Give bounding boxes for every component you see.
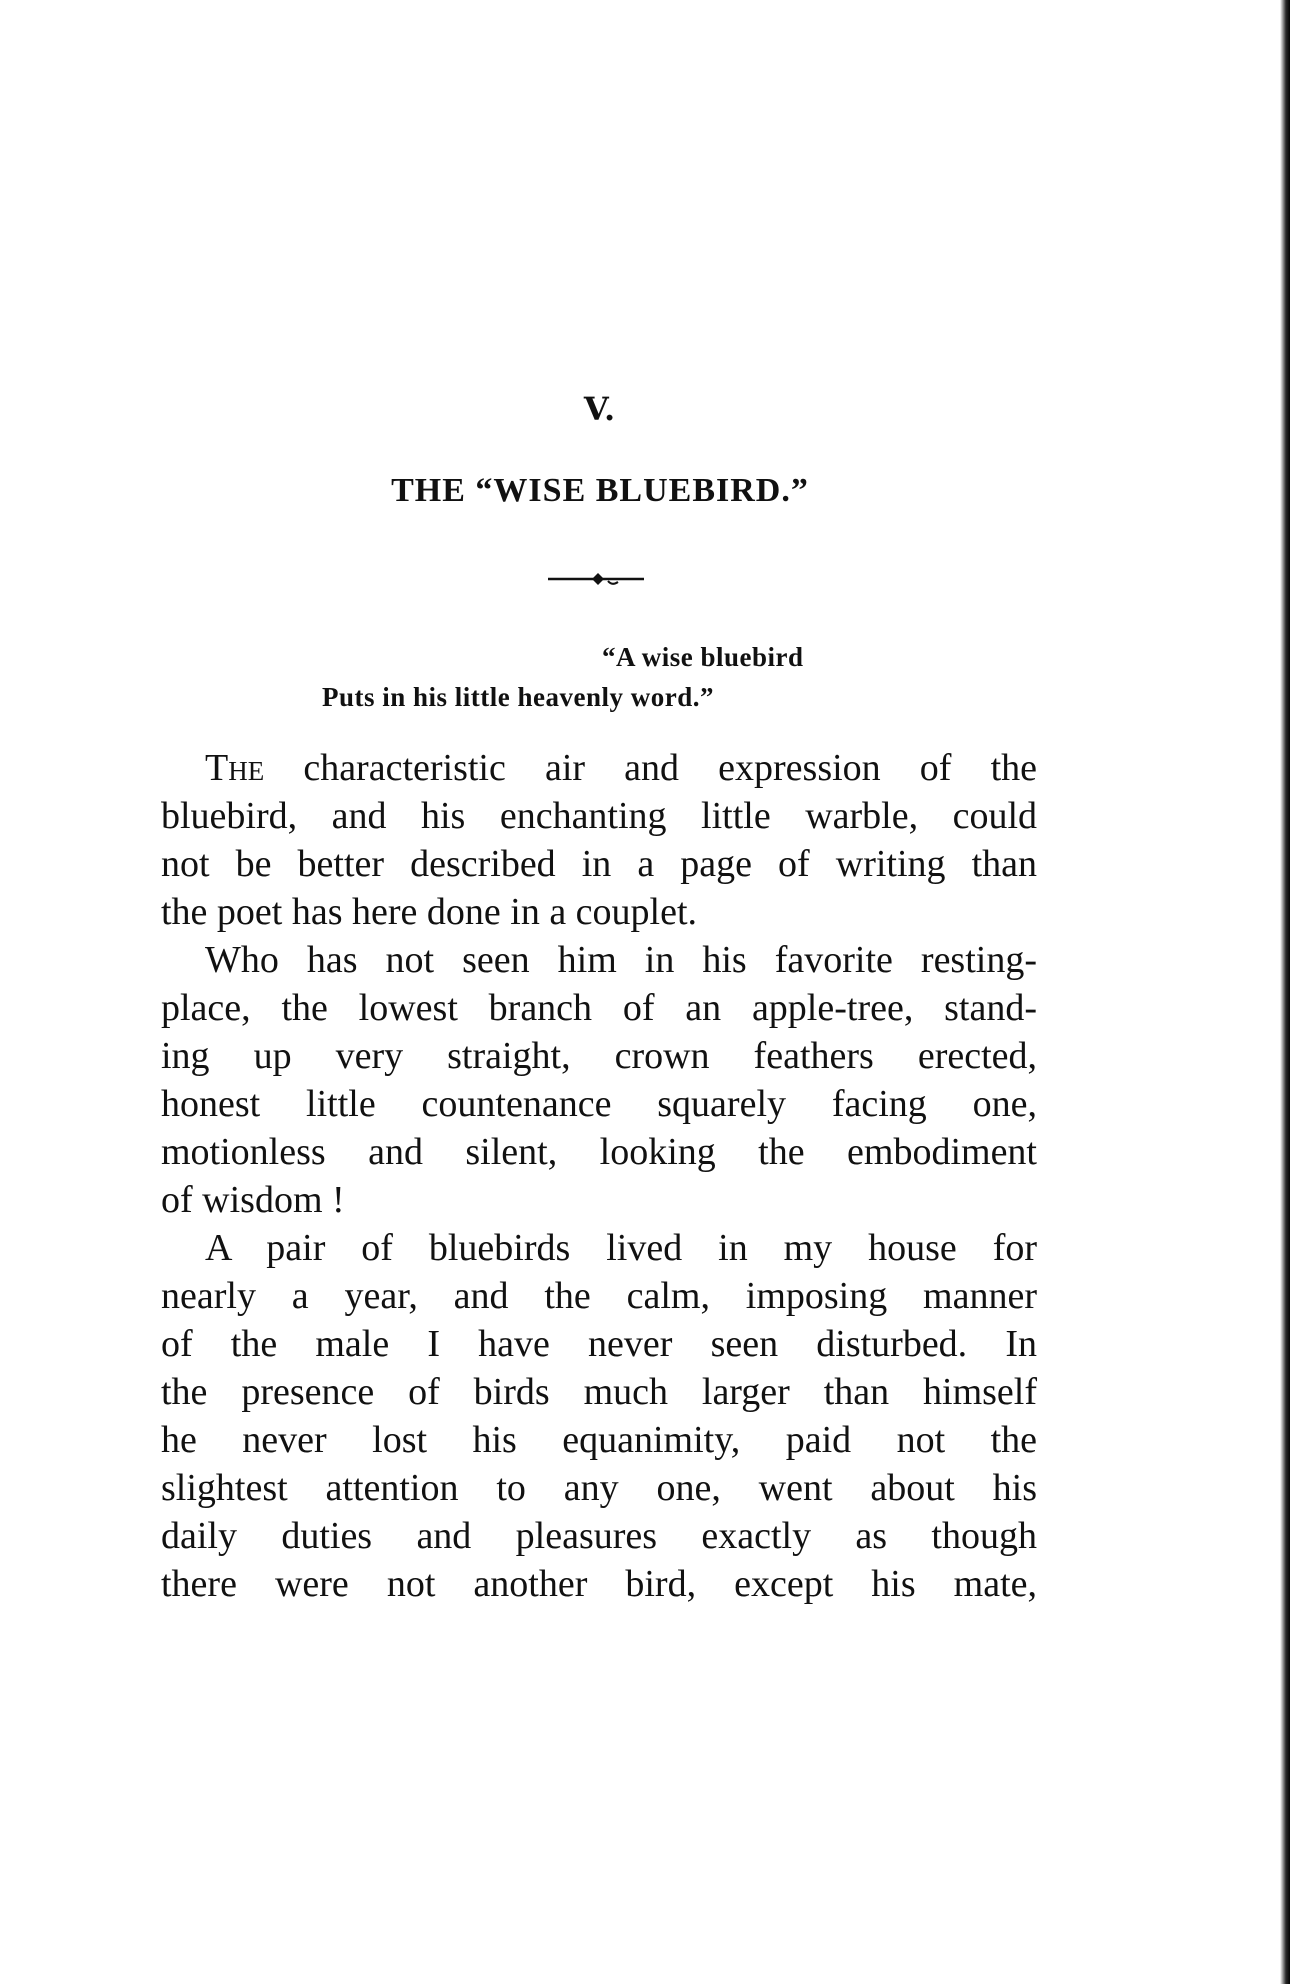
paragraph-2-line-1: Who has not seen him in his favorite resting- bbox=[205, 939, 1037, 981]
paragraph-3-line-2: nearly a year, and the calm, imposing manner bbox=[161, 1275, 1037, 1317]
paragraph-3-line-6: slightest attention to any one, went about his bbox=[161, 1467, 1037, 1509]
paragraph-2-line-3: ing up very straight, crown feathers erected, bbox=[161, 1035, 1037, 1077]
paragraph-3-line-1: A pair of bluebirds lived in my house for bbox=[205, 1227, 1037, 1269]
epigraph-line-2: Puts in his little heavenly word.” bbox=[322, 682, 715, 712]
paragraph-2-line-2: place, the lowest branch of an apple-tree, stand- bbox=[161, 987, 1037, 1029]
drop-lead-word: The bbox=[205, 747, 265, 789]
paragraph-3-line-3: of the male I have never seen disturbed. In bbox=[161, 1323, 1037, 1365]
paragraph-1-line-1 bbox=[161, 744, 1037, 792]
ornament-divider bbox=[548, 570, 648, 590]
paragraph-3-line-8: there were not another bird, except his mate, bbox=[161, 1563, 1037, 1605]
chapter-title: THE “WISE BLUEBIRD.” bbox=[391, 472, 809, 509]
paragraph-3-line-4: the presence of birds much larger than himself bbox=[161, 1371, 1037, 1413]
line-text: characteristic air and expression of the bbox=[264, 747, 1037, 789]
scan-edge-shadow bbox=[1280, 0, 1290, 1984]
paragraph-1-line-3: not be better described in a page of writing than bbox=[161, 843, 1037, 885]
body-text bbox=[161, 744, 1037, 1608]
paragraph-2-line-6: of wisdom ! bbox=[161, 1179, 345, 1221]
chapter-number: V. bbox=[583, 390, 617, 428]
epigraph-line-1: “A wise bluebird bbox=[602, 642, 804, 672]
paragraph-1-line-2: bluebird, and his enchanting little warble, could bbox=[161, 795, 1037, 837]
paragraph-3-line-5: he never lost his equanimity, paid not the bbox=[161, 1419, 1037, 1461]
paragraph-3-line-7: daily duties and pleasures exactly as though bbox=[161, 1515, 1037, 1557]
paragraph-2-line-4: honest little countenance squarely facing one, bbox=[161, 1083, 1037, 1125]
paragraph-1-line-4: the poet has here done in a couplet. bbox=[161, 891, 698, 933]
paragraph-2-line-5: motionless and silent, looking the embodiment bbox=[161, 1131, 1037, 1173]
